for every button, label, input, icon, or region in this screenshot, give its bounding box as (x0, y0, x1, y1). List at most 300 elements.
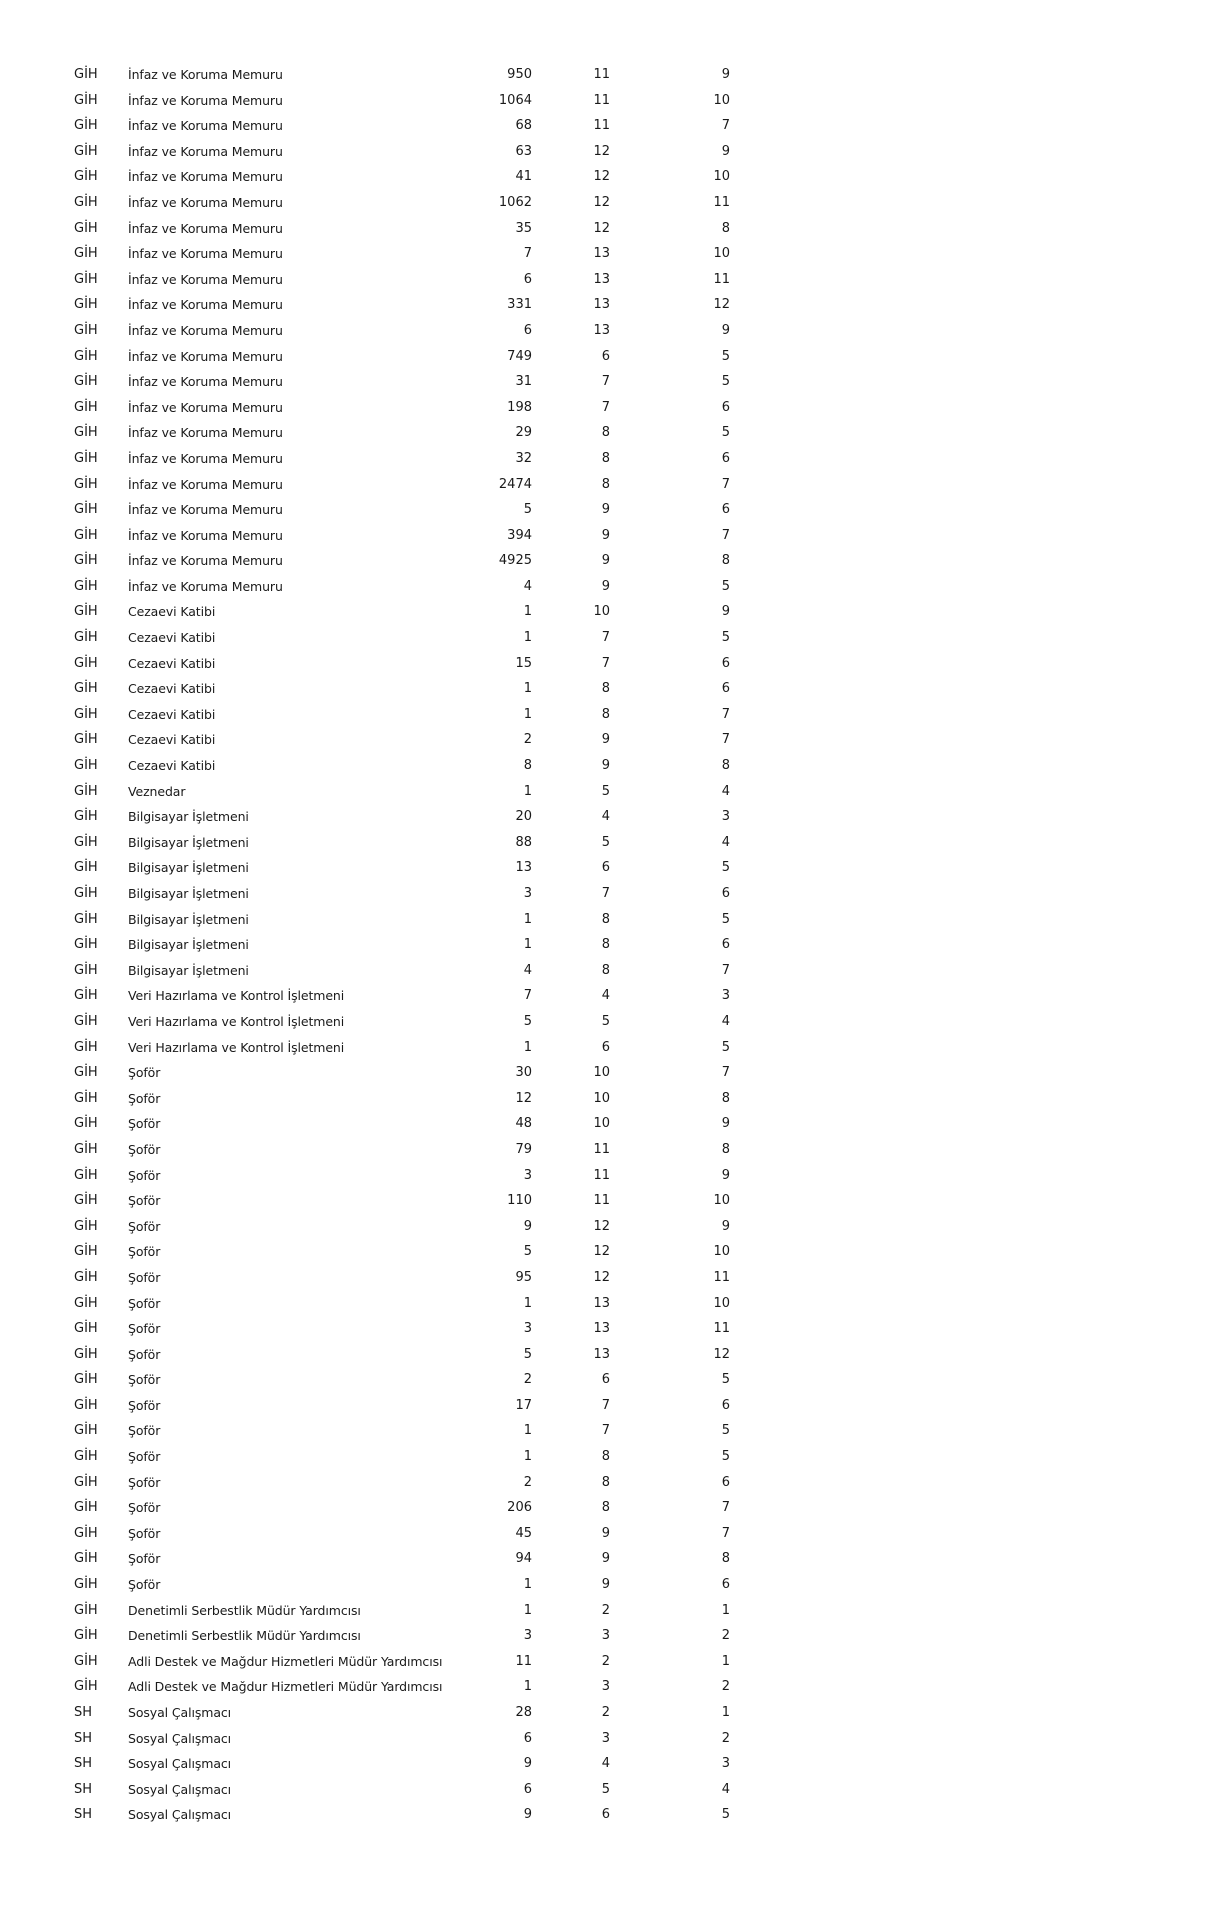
degree-cell: 12 (713, 1346, 730, 1362)
degree-cell: 6 (721, 1474, 730, 1490)
service-class-cell: GİH (74, 1218, 98, 1234)
service-class-cell: GİH (74, 655, 98, 671)
degree-cell: 8 (601, 681, 610, 697)
vacancy-count-cell: 88 (515, 834, 532, 850)
vacancy-count-cell: 394 (507, 527, 532, 543)
vacancy-count-cell: 9 (523, 1756, 532, 1772)
service-class-cell: GİH (74, 399, 98, 415)
position-title-cell: Bilgisayar İşletmeni (128, 886, 249, 901)
degree-cell: 5 (721, 1807, 730, 1823)
degree-cell: 8 (601, 425, 610, 441)
position-title-cell: Cezaevi Katibi (128, 655, 216, 671)
degree-cell: 5 (721, 1372, 730, 1388)
table-row (0, 727, 760, 753)
degree-cell: 5 (721, 1449, 730, 1465)
degree-cell: 13 (593, 1295, 610, 1311)
service-class-cell: GİH (74, 67, 98, 82)
position-title-cell: Denetimli Serbestlik Müdür Yardımcısı (128, 1628, 361, 1644)
degree-cell: 6 (721, 450, 730, 466)
degree-cell: 8 (601, 911, 610, 927)
table-row (0, 1802, 760, 1828)
degree-cell: 2 (721, 1679, 730, 1695)
degree-cell: 6 (721, 681, 730, 697)
service-class-cell: SH (74, 1705, 93, 1720)
degree-cell: 13 (593, 1346, 610, 1362)
vacancy-count-cell: 1 (523, 706, 532, 722)
vacancy-count-cell: 206 (507, 1500, 532, 1516)
vacancy-count-cell: 1 (523, 1602, 532, 1618)
degree-cell: 10 (713, 1295, 730, 1311)
degree-cell: 12 (593, 169, 610, 185)
position-title-cell: İnfaz ve Koruma Memuru (128, 118, 283, 134)
service-class-cell: GİH (74, 1090, 98, 1106)
vacancy-count-cell: 1062 (498, 194, 532, 210)
table-row (0, 497, 760, 523)
vacancy-count-cell: 4 (523, 962, 532, 978)
table-row (0, 1367, 760, 1393)
table-row (0, 1035, 760, 1061)
table-row (0, 395, 760, 421)
service-class-cell: GİH (74, 1167, 98, 1183)
table-row (0, 1239, 760, 1265)
vacancy-count-cell: 110 (507, 1193, 532, 1209)
vacancy-count-cell: 5 (523, 1244, 532, 1260)
table-row (0, 702, 760, 728)
position-title-cell: İnfaz ve Koruma Memuru (128, 450, 283, 466)
table-row (0, 1086, 760, 1112)
position-title-cell: Şoför (128, 1065, 161, 1081)
degree-cell: 7 (601, 886, 610, 901)
service-class-cell: GİH (74, 169, 98, 185)
position-title-cell: İnfaz ve Koruma Memuru (128, 143, 283, 159)
position-title-cell: Cezaevi Katibi (128, 604, 216, 620)
degree-cell: 10 (593, 1116, 610, 1132)
degree-cell: 7 (601, 399, 610, 415)
position-title-cell: Bilgisayar İşletmeni (128, 911, 249, 927)
position-title-cell: Şoför (128, 1295, 161, 1311)
degree-cell: 11 (593, 1167, 610, 1183)
table-row (0, 139, 760, 165)
degree-cell: 3 (601, 1730, 610, 1746)
service-class-cell: GİH (74, 962, 98, 978)
degree-cell: 6 (601, 860, 610, 876)
degree-cell: 8 (721, 553, 730, 569)
position-title-cell: Cezaevi Katibi (128, 706, 216, 722)
service-class-cell: GİH (74, 1346, 98, 1362)
vacancy-count-cell: 79 (515, 1141, 532, 1157)
degree-cell: 3 (721, 809, 730, 825)
degree-cell: 10 (713, 92, 730, 108)
degree-cell: 9 (721, 604, 730, 620)
degree-cell: 12 (593, 1244, 610, 1260)
service-class-cell: GİH (74, 1065, 98, 1081)
position-title-cell: Şoför (128, 1397, 161, 1413)
position-title-cell: Veri Hazırlama ve Kontrol İşletmeni (128, 1013, 345, 1029)
vacancy-count-cell: 63 (515, 143, 532, 159)
position-title-cell: Şoför (128, 1167, 161, 1183)
degree-cell: 6 (601, 1039, 610, 1055)
degree-cell: 9 (721, 1218, 730, 1234)
table-row (0, 446, 760, 472)
degree-cell: 6 (601, 348, 610, 364)
degree-cell: 9 (601, 527, 610, 543)
table-row (0, 830, 760, 856)
table-row (0, 523, 760, 549)
position-title-cell: Şoför (128, 1193, 161, 1209)
vacancy-count-cell: 950 (507, 67, 532, 82)
service-class-cell: GİH (74, 1295, 98, 1311)
table-row (0, 292, 760, 318)
degree-cell: 11 (593, 67, 610, 82)
service-class-cell: GİH (74, 1321, 98, 1337)
vacancy-count-cell: 1 (523, 630, 532, 646)
degree-cell: 7 (721, 118, 730, 134)
table-row (0, 318, 760, 344)
table-row (0, 1163, 760, 1189)
degree-cell: 4 (721, 834, 730, 850)
position-title-cell: Şoför (128, 1449, 161, 1465)
position-title-cell: İnfaz ve Koruma Memuru (128, 92, 283, 108)
service-class-cell: GİH (74, 194, 98, 210)
position-title-cell: İnfaz ve Koruma Memuru (128, 425, 283, 441)
degree-cell: 9 (601, 502, 610, 518)
position-title-cell: İnfaz ve Koruma Memuru (128, 169, 283, 185)
degree-cell: 7 (721, 962, 730, 978)
service-class-cell: GİH (74, 1193, 98, 1209)
vacancy-count-cell: 3 (523, 1321, 532, 1337)
degree-cell: 4 (721, 1013, 730, 1029)
position-title-cell: Şoför (128, 1500, 161, 1516)
table-row (0, 1674, 760, 1700)
table-row (0, 1393, 760, 1419)
table-row (0, 1137, 760, 1163)
degree-cell: 4 (721, 783, 730, 799)
degree-cell: 8 (721, 758, 730, 774)
degree-cell: 8 (601, 476, 610, 492)
degree-cell: 6 (601, 1807, 610, 1823)
degree-cell: 8 (601, 1449, 610, 1465)
degree-cell: 8 (601, 1500, 610, 1516)
table-row (0, 779, 760, 805)
position-title-cell: Adli Destek ve Mağdur Hizmetleri Müdür Yardımcısı (128, 1679, 443, 1695)
service-class-cell: GİH (74, 1525, 98, 1541)
degree-cell: 11 (713, 1269, 730, 1285)
vacancy-count-cell: 68 (515, 118, 532, 134)
vacancy-count-cell: 4 (523, 578, 532, 594)
position-title-cell: Şoför (128, 1116, 161, 1132)
service-class-cell: GİH (74, 1269, 98, 1285)
position-title-cell: Bilgisayar İşletmeni (128, 860, 249, 876)
degree-cell: 6 (721, 399, 730, 415)
degree-cell: 2 (601, 1653, 610, 1669)
service-class-cell: GİH (74, 732, 98, 748)
degree-cell: 13 (593, 297, 610, 313)
vacancy-count-cell: 3 (523, 886, 532, 901)
degree-cell: 7 (601, 1397, 610, 1413)
service-class-cell: GİH (74, 860, 98, 876)
degree-cell: 5 (601, 1781, 610, 1797)
vacancy-count-cell: 1 (523, 604, 532, 620)
table-row (0, 958, 760, 984)
service-class-cell: GİH (74, 1372, 98, 1388)
service-class-cell: GİH (74, 630, 98, 646)
position-title-cell: Şoför (128, 1372, 161, 1388)
position-title-cell: İnfaz ve Koruma Memuru (128, 502, 283, 518)
position-title-cell: İnfaz ve Koruma Memuru (128, 553, 283, 569)
degree-cell: 8 (721, 220, 730, 236)
degree-cell: 8 (601, 962, 610, 978)
vacancy-count-cell: 17 (515, 1397, 532, 1413)
position-title-cell: Bilgisayar İşletmeni (128, 834, 249, 850)
vacancy-count-cell: 1 (523, 911, 532, 927)
table-row (0, 1623, 760, 1649)
degree-cell: 5 (721, 1039, 730, 1055)
degree-cell: 3 (601, 1628, 610, 1644)
position-title-cell: Bilgisayar İşletmeni (128, 937, 249, 953)
degree-cell: 1 (721, 1705, 730, 1720)
table-row (0, 1546, 760, 1572)
table-row (0, 1188, 760, 1214)
vacancy-count-cell: 1 (523, 1295, 532, 1311)
table-row (0, 548, 760, 574)
table-row (0, 599, 760, 625)
vacancy-count-cell: 94 (515, 1551, 532, 1567)
degree-cell: 11 (713, 1321, 730, 1337)
service-class-cell: SH (74, 1756, 93, 1772)
degree-cell: 9 (721, 143, 730, 159)
vacancy-count-cell: 32 (515, 450, 532, 466)
degree-cell: 7 (721, 1525, 730, 1541)
table-row (0, 625, 760, 651)
degree-cell: 5 (721, 374, 730, 390)
table-row (0, 1060, 760, 1086)
degree-cell: 8 (721, 1090, 730, 1106)
table-row (0, 804, 760, 830)
position-title-cell: İnfaz ve Koruma Memuru (128, 399, 283, 415)
vacancy-count-cell: 6 (523, 271, 532, 287)
degree-cell: 10 (593, 604, 610, 620)
vacancy-count-cell: 1 (523, 937, 532, 953)
service-class-cell: GİH (74, 297, 98, 313)
degree-cell: 7 (601, 374, 610, 390)
service-class-cell: GİH (74, 1679, 98, 1695)
degree-cell: 11 (593, 92, 610, 108)
table-row (0, 1521, 760, 1547)
degree-cell: 8 (721, 1141, 730, 1157)
vacancy-count-cell: 2 (523, 1372, 532, 1388)
service-class-cell: GİH (74, 1141, 98, 1157)
degree-cell: 7 (601, 630, 610, 646)
degree-cell: 6 (721, 886, 730, 901)
position-title-cell: Cezaevi Katibi (128, 681, 216, 697)
position-title-cell: Veri Hazırlama ve Kontrol İşletmeni (128, 988, 345, 1004)
position-title-cell: Şoför (128, 1321, 161, 1337)
table-row (0, 1265, 760, 1291)
table-row (0, 983, 760, 1009)
table-row (0, 472, 760, 498)
degree-cell: 13 (593, 271, 610, 287)
table-row (0, 1342, 760, 1368)
position-title-cell: Şoför (128, 1346, 161, 1362)
degree-cell: 2 (601, 1705, 610, 1720)
service-class-cell: GİH (74, 1013, 98, 1029)
degree-cell: 4 (601, 988, 610, 1004)
degree-cell: 7 (721, 732, 730, 748)
degree-cell: 5 (721, 578, 730, 594)
service-class-cell: GİH (74, 348, 98, 364)
table-row (0, 1291, 760, 1317)
table-row (0, 216, 760, 242)
degree-cell: 3 (721, 1756, 730, 1772)
position-title-cell: Adli Destek ve Mağdur Hizmetleri Müdür Yardımcısı (128, 1653, 443, 1669)
table-row (0, 190, 760, 216)
position-title-cell: Şoför (128, 1474, 161, 1490)
table-row (0, 1214, 760, 1240)
table-row (0, 1444, 760, 1470)
degree-cell: 7 (721, 706, 730, 722)
vacancy-count-cell: 3 (523, 1628, 532, 1644)
service-class-cell: GİH (74, 271, 98, 287)
position-title-cell: Veznedar (128, 783, 186, 799)
position-title-cell: Bilgisayar İşletmeni (128, 809, 249, 825)
vacancy-count-cell: 1 (523, 783, 532, 799)
degree-cell: 5 (601, 834, 610, 850)
degree-cell: 7 (721, 527, 730, 543)
table-row (0, 907, 760, 933)
vacancy-count-cell: 29 (515, 425, 532, 441)
degree-cell: 8 (601, 1474, 610, 1490)
position-title-cell: İnfaz ve Koruma Memuru (128, 67, 283, 82)
degree-cell: 10 (713, 169, 730, 185)
table-row (0, 1418, 760, 1444)
service-class-cell: GİH (74, 450, 98, 466)
position-title-cell: Şoför (128, 1423, 161, 1439)
degree-cell: 7 (601, 655, 610, 671)
vacancy-count-cell: 2 (523, 732, 532, 748)
service-class-cell: GİH (74, 834, 98, 850)
vacancy-count-cell: 1 (523, 681, 532, 697)
degree-cell: 6 (601, 1372, 610, 1388)
table-row (0, 344, 760, 370)
table-row (0, 113, 760, 139)
table-row (0, 651, 760, 677)
service-class-cell: GİH (74, 143, 98, 159)
degree-cell: 9 (721, 322, 730, 338)
degree-cell: 9 (601, 1551, 610, 1567)
service-class-cell: GİH (74, 476, 98, 492)
position-title-cell: İnfaz ve Koruma Memuru (128, 322, 283, 338)
vacancy-count-cell: 2 (523, 1474, 532, 1490)
vacancy-count-cell: 2474 (498, 476, 532, 492)
degree-cell: 10 (593, 1090, 610, 1106)
degree-cell: 9 (721, 1167, 730, 1183)
vacancy-count-cell: 13 (515, 860, 532, 876)
vacancy-count-cell: 1 (523, 1679, 532, 1695)
degree-cell: 4 (601, 809, 610, 825)
service-class-cell: GİH (74, 1039, 98, 1055)
position-title-cell: Cezaevi Katibi (128, 732, 216, 748)
vacancy-count-cell: 31 (515, 374, 532, 390)
service-class-cell: GİH (74, 1423, 98, 1439)
vacancy-count-cell: 5 (523, 1346, 532, 1362)
position-title-cell: Sosyal Çalışmacı (128, 1781, 232, 1797)
table-row (0, 267, 760, 293)
table-row (0, 1470, 760, 1496)
degree-cell: 8 (601, 937, 610, 953)
table-row (0, 1111, 760, 1137)
service-class-cell: GİH (74, 1577, 98, 1593)
service-class-cell: GİH (74, 604, 98, 620)
position-title-cell: İnfaz ve Koruma Memuru (128, 527, 283, 543)
vacancy-count-cell: 1 (523, 1039, 532, 1055)
table-row (0, 164, 760, 190)
position-title-cell: İnfaz ve Koruma Memuru (128, 374, 283, 390)
position-title-cell: İnfaz ve Koruma Memuru (128, 297, 283, 313)
degree-cell: 6 (721, 1577, 730, 1593)
vacancy-count-cell: 7 (523, 988, 532, 1004)
degree-cell: 10 (713, 1244, 730, 1260)
service-class-cell: GİH (74, 911, 98, 927)
service-class-cell: GİH (74, 1474, 98, 1490)
degree-cell: 9 (601, 553, 610, 569)
degree-cell: 5 (601, 783, 610, 799)
service-class-cell: GİH (74, 783, 98, 799)
degree-cell: 10 (713, 1193, 730, 1209)
vacancy-count-cell: 48 (515, 1116, 532, 1132)
position-title-cell: Sosyal Çalışmacı (128, 1705, 232, 1720)
service-class-cell: GİH (74, 502, 98, 518)
service-class-cell: GİH (74, 1244, 98, 1260)
position-title-cell: Şoför (128, 1577, 161, 1593)
degree-cell: 13 (593, 246, 610, 262)
service-class-cell: GİH (74, 425, 98, 441)
degree-cell: 6 (721, 502, 730, 518)
degree-cell: 2 (721, 1730, 730, 1746)
table-row (0, 62, 760, 88)
degree-cell: 5 (721, 630, 730, 646)
degree-cell: 9 (721, 67, 730, 82)
vacancy-count-cell: 1 (523, 1449, 532, 1465)
position-title-cell: Bilgisayar İşletmeni (128, 962, 249, 978)
service-class-cell: GİH (74, 527, 98, 543)
vacancy-count-cell: 1 (523, 1577, 532, 1593)
position-title-cell: Sosyal Çalışmacı (128, 1807, 232, 1823)
degree-cell: 9 (721, 1116, 730, 1132)
table-row (0, 1726, 760, 1752)
vacancy-count-cell: 6 (523, 1781, 532, 1797)
vacancy-count-cell: 35 (515, 220, 532, 236)
degree-cell: 6 (721, 937, 730, 953)
table-row (0, 1009, 760, 1035)
degree-cell: 12 (593, 1218, 610, 1234)
degree-cell: 9 (601, 758, 610, 774)
degree-cell: 11 (593, 1193, 610, 1209)
service-class-cell: GİH (74, 809, 98, 825)
degree-cell: 8 (721, 1551, 730, 1567)
vacancy-count-cell: 5 (523, 502, 532, 518)
service-class-cell: GİH (74, 988, 98, 1004)
degree-cell: 9 (601, 732, 610, 748)
vacancy-count-cell: 1064 (498, 92, 532, 108)
position-title-cell: Şoför (128, 1269, 161, 1285)
vacancy-count-cell: 5 (523, 1013, 532, 1029)
degree-cell: 3 (601, 1679, 610, 1695)
table-row (0, 855, 760, 881)
table-row (0, 676, 760, 702)
service-class-cell: GİH (74, 886, 98, 901)
degree-cell: 9 (601, 1525, 610, 1541)
degree-cell: 5 (721, 348, 730, 364)
